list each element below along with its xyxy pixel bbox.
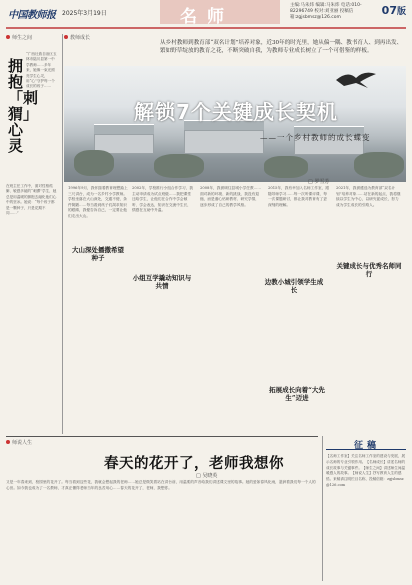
call-for-papers-body: 【名师工作室】关注名师工作室的建设与发展，展示名师的专业引领作用。【名师成长】讲述名师的成长故事与关键事件。【师生之间】讲述师生间温暖感人的故事。【师说人生】抒写教育人生的感悟。来稿请注明栏目名称，投稿信箱：zgjsbmsz@126.com — [326, 454, 406, 487]
left-column — [6, 34, 58, 364]
bullet-dot-icon — [6, 35, 10, 39]
edition-number-value: 07 — [381, 4, 397, 17]
section-banner — [160, 0, 280, 27]
feature-column-4: 2015年，我有幸加入名师工作室，跟随导师学习……每一次听课评课、每一次课题研讨，都让我对教育有了更深刻的理解。 — [268, 186, 330, 207]
bottom-rule — [6, 436, 318, 437]
left-column-headline: 拥抱「刺猬」心灵 — [8, 57, 39, 155]
feature-label: 教师成长 — [64, 34, 90, 41]
left-column-label: 师生之间 — [6, 34, 58, 41]
feature-intro: 从乡村教师到教育部“双名计划”培养对象，近30年的时光里，她从偏一隅、教书育人、到再出发、繁如野草绽放的教育之花，不断突破自我，为教师专业成长树立了一个可借鉴的样板。 — [160, 40, 403, 54]
bottom-article-body: 又是一年春来到，校园里的花开了。每当看到这些花，我就会想起我的老师……她总是微笑着站在讲台前，用温柔的声音给我们讲述课文里的故事。她的爱如春风化雨，滋润着我们每一个人的心田。如今我也成为了一名教师，才真正懂得老师当年的良苦用心……春天的花开了，老师，我想你。 — [6, 480, 316, 490]
feature-column-5: 2021年，我被遴选为教育部“双名计划”培养对象……站在新的起点，我将继续以学生为中心，以研究促成长，努力成为学生成长的引路人。 — [336, 186, 401, 207]
call-for-papers-box — [326, 438, 406, 580]
feature-title: 解锁7个关键成长契机 — [134, 100, 338, 124]
left-column-body-1: “广西壮族自治区玉林市陆川县第一中学教师……多年来，她像一束光照亮学生心灵，用“心”守护每一个成长的孩子…… — [26, 52, 57, 89]
column-divider — [62, 34, 63, 434]
feature-byline: □ 罗雪芳 — [308, 179, 330, 185]
call-for-papers-title: 征稿 — [354, 441, 381, 451]
pull-quote-2: 小组互学撬动知识与共情 — [132, 274, 192, 290]
pull-quote-3: 边教小城引领学生成长 — [264, 278, 324, 294]
top-rule — [6, 27, 406, 29]
editor-credits: 主编:马朱炜 编辑:马朱炜 电话:010-82296749 校对:刘亚丽 投稿信箱:zgjsbmsz@126.com — [290, 3, 362, 20]
call-for-papers-header — [326, 438, 406, 450]
bottom-byline: □ 吴晓英 — [196, 473, 218, 479]
feature-column-1: 1996年9月，我怀揣着教育理想踏上三尺讲台，成为一名乡村小学教师。学校坐落在大山深处，交通不便，条件简陋……每当看到孩子们渴求知识的眼睛，我便告诉自己，一定要让他们走出大山。 — [68, 186, 128, 218]
sidebar-divider — [322, 436, 323, 581]
newspaper-logo: 中国教师报 — [8, 10, 56, 21]
pull-quote-1: 大山深处播撒希望种子 — [72, 246, 124, 262]
bottom-section-label: 师说人生 — [6, 439, 32, 446]
edition-suffix: 版 — [396, 7, 406, 17]
edition-number — [382, 4, 406, 17]
pull-quote-4: 关键成长与优秀名师同行 — [336, 262, 402, 278]
left-column-body-2: 在班主任工作中，面对性格孤僻、敏感多疑的“刺猬”学生，她总是用温暖的拥抱去融化他们心中的坚冰。她说：“每个孩子都是一颗种子，只是花期不同……” — [6, 184, 57, 216]
pull-quote-5: 拓展成长向着“大先生”迈进 — [269, 386, 325, 402]
swallow-icon — [334, 68, 378, 90]
feature-subtitle: ——一个乡村教师的成长蝶变 — [260, 133, 371, 142]
feature-body — [64, 186, 406, 436]
section-title: 名师 — [180, 7, 234, 27]
bottom-headline: 春天的花开了，老师我想你 — [104, 456, 284, 472]
feature-column-2: 2002年，学校推行小组合作学习，我主动申请成为试点班级……我把课堂还给学生，让他们在合作中学会倾听、学会表达，知识在交流中生长，情感在互助中升温。 — [132, 186, 194, 212]
publication-date: 2025年3月19日 — [62, 10, 107, 17]
masthead — [0, 0, 412, 28]
feature-column-3: 2008年，我被调往县城小学任教……面对新的环境、新的挑战，我没有退缩，而是潜心钻研教材、研究学情，逐步形成了自己的教学风格。 — [200, 186, 262, 207]
